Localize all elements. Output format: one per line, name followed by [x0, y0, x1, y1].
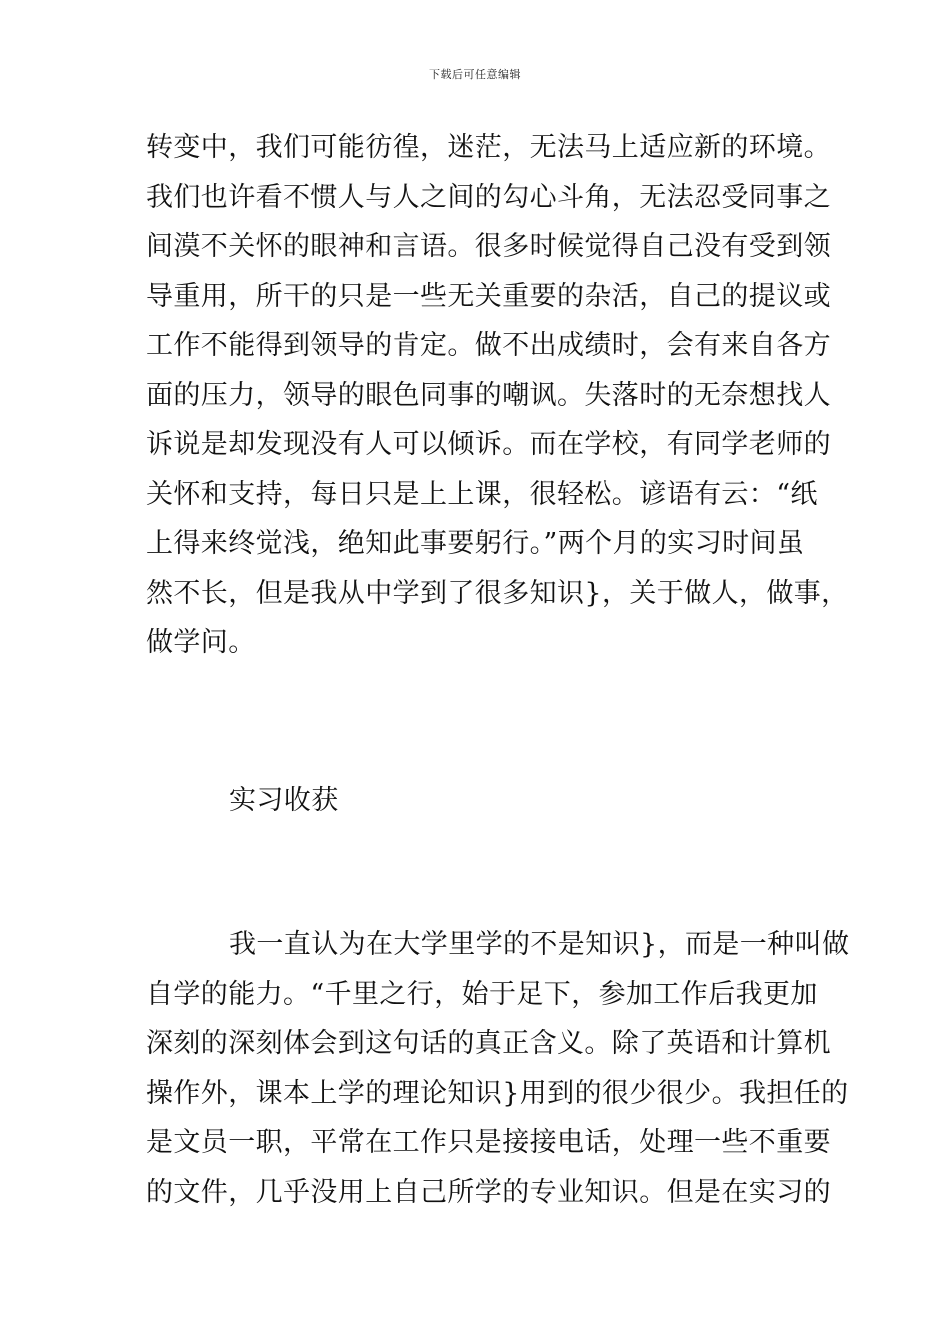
paragraph-line: 深刻的深刻体会到这句话的真正含义。除了英语和计算机	[146, 1028, 831, 1059]
paragraph-line: 自学的能力。“千里之行，始于足下，参加工作后我更加	[146, 978, 818, 1010]
paragraph-line: 间漠不关怀的眼神和言语。很多时候觉得自己没有受到领	[146, 231, 831, 262]
paragraph-line: 面的压力，领导的眼色同事的嘲讽。失落时的无奈想找人	[146, 379, 831, 411]
paragraph-line: 转变中，我们可能彷徨，迷茫，无法马上适应新的环境。	[146, 132, 831, 163]
header-note: 下载后可任意编辑	[429, 68, 521, 81]
paragraph-line: 工作不能得到领导的肯定。做不出成绩时，会有来自各方	[146, 330, 831, 361]
section-heading: 实习收获	[229, 785, 339, 816]
paragraph-line: 上得来终觉浅，绝知此事要躬行。”两个月的实习时间虽	[146, 528, 805, 559]
paragraph-line: 导重用，所干的只是一些无关重要的杂活，自己的提议或	[146, 280, 831, 312]
paragraph-line: 做学问。	[146, 627, 256, 658]
paragraph-line: 的文件，几乎没用上自己所学的专业知识。但是在实习的	[146, 1176, 831, 1208]
paragraph-line: 我一直认为在大学里学的不是知识}，而是一种叫做	[229, 929, 850, 960]
paragraph-line: 关怀和支持，每日只是上上课，很轻松。谚语有云：“纸	[146, 478, 818, 510]
paragraph-line: 是文员一职，平常在工作只是接接电话，处理一些不重要	[146, 1127, 831, 1158]
paragraph-line: 我们也许看不惯人与人之间的勾心斗角，无法忍受同事之	[146, 181, 831, 213]
paragraph-line: 然不长，但是我从中学到了很多知识}，关于做人，做事，	[146, 577, 849, 609]
body-paragraph-1	[146, 123, 849, 668]
body-paragraph-2	[146, 920, 850, 1217]
paragraph-line: 诉说是却发现没有人可以倾诉。而在学校，有同学老师的	[146, 429, 831, 460]
paragraph-line: 操作外，课本上学的理论知识}用到的很少很少。我担任的	[146, 1077, 849, 1109]
